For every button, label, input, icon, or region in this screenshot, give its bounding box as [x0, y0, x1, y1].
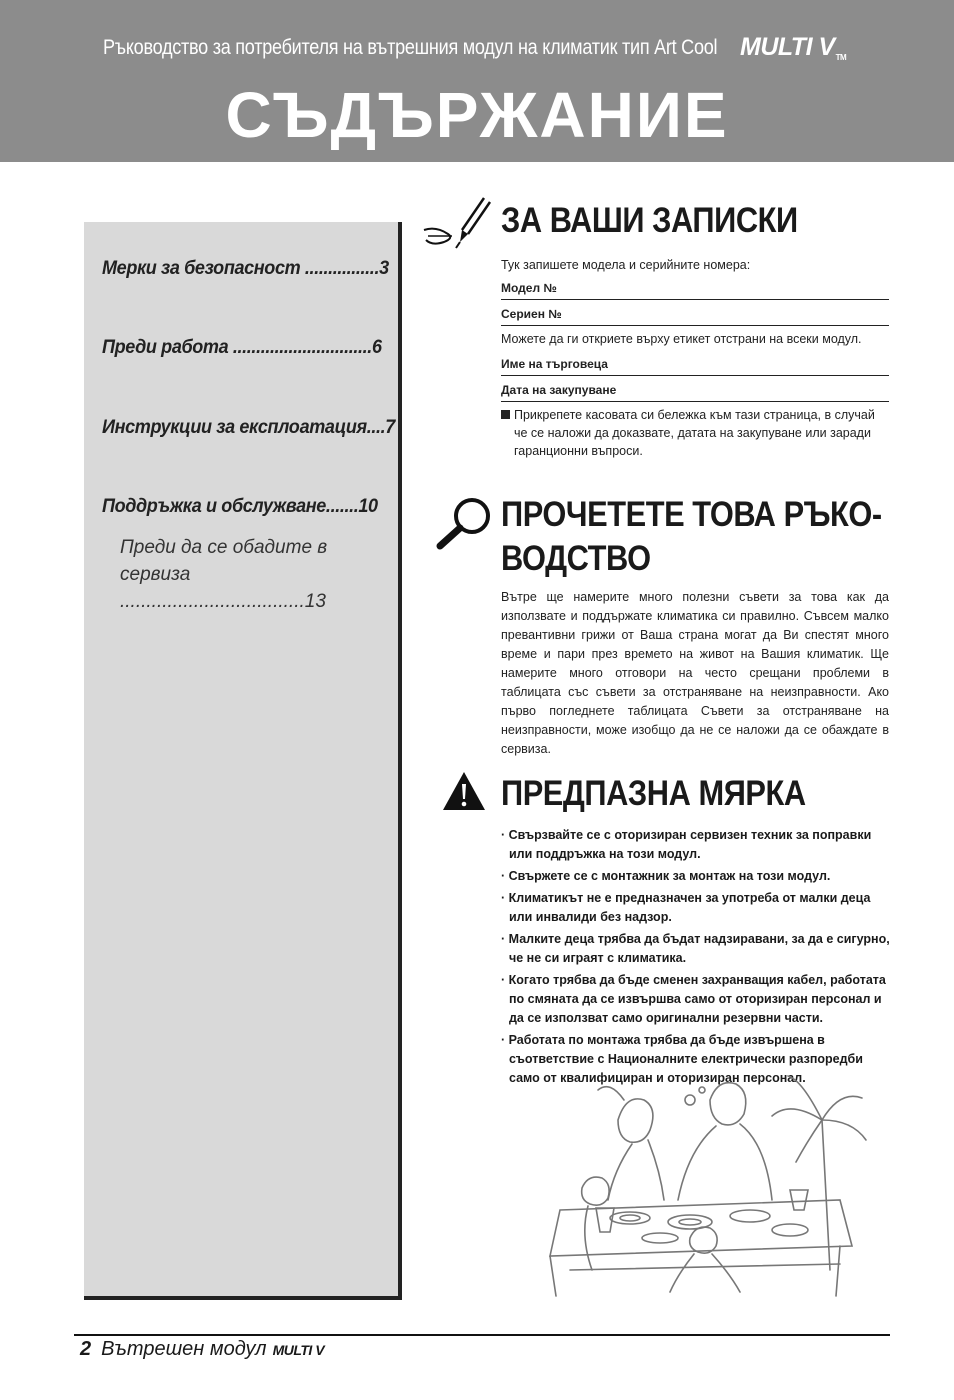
square-bullet-icon [501, 410, 510, 419]
serial-number-field: Сериен № [501, 307, 889, 326]
caution-item: · Работата по монтажа трябва да бъде извършена в съответствие с Националните електрически разпоредби само от квалифициран и оторизиран персонал. [501, 1033, 863, 1085]
dealer-name-field: Име на търговеца [501, 357, 889, 376]
magnifier-icon [434, 496, 494, 552]
toc-item-operating-instructions[interactable]: Инструкции за експлоатация....7 [102, 417, 395, 438]
caution-item: · Когато трябва да бъде сменен захранващия кабел, работата по смяната да се извършва само от оторизиран персонал и да се използват само оригинални резервни части. [501, 973, 886, 1025]
page-number: 2 [80, 1338, 92, 1360]
read-manual-title: ПРОЧЕТЕТЕ ТОВА РЪКО- ВОДСТВО [501, 495, 882, 578]
table-of-contents [84, 222, 402, 1300]
toc-subitem-line1: Преди да се обадите в [120, 537, 328, 558]
caution-item: · Малките деца трябва да бъдат надзиравани, за да е сигурно, че не си играят с климатика. [501, 932, 890, 965]
purchase-date-field: Дата на закупуване [501, 383, 889, 402]
toc-item-before-operation[interactable]: Преди работа ..............................6 [102, 337, 382, 358]
caution-item: · Свързвайте се с оторизиран сервизен техник за поправки или поддръжка на този модул. [501, 828, 872, 861]
page-footer [80, 1338, 324, 1361]
header-banner [0, 0, 954, 162]
caution-section-title: ПРЕДПАЗНА МЯРКА [501, 774, 806, 813]
receipt-note: Прикрепете касовата си бележка към тази страница, в случай че се наложи да доказвате, датата на закупуване или заради гаранционни въпроси. [501, 406, 889, 460]
people-at-table-illustration [540, 1060, 870, 1300]
toc-subitem-before-calling-service[interactable] [120, 534, 378, 615]
footer-label: Вътрешен модул [101, 1338, 267, 1360]
toc-item-maintenance[interactable]: Поддръжка и обслужване.......10 [102, 496, 378, 517]
multi-v-logo: MULTI VTM [740, 33, 847, 62]
toc-item-safety[interactable]: Мерки за безопасност ................3 [102, 258, 389, 279]
toc-subitem-line2: сервиза ...................................13 [120, 564, 326, 612]
caution-item: · Свържете се с монтажник за монтаж на този модул. [501, 869, 831, 883]
footer-divider [74, 1334, 890, 1336]
read-manual-body: Вътре ще намерите много полезни съвети за това как да използвате и поддържате климатика си правилно. Съвсем малко превантивни грижи от Ваша страна могат да Ви спестят много време и пари през времето на живот на Вашия климатик. Ще намерите много отговори на често срещани проблеми в таблицата със съвети за отстраняване на неизправности. Ако първо погледнете таблицата Съвети за отстраняване на неизправности, може изобщо да не се наложи да се обаждате в сервиза. [501, 590, 889, 756]
pen-icon [422, 196, 492, 252]
page-title: СЪДЪРЖАНИЕ [225, 79, 729, 151]
warning-icon [441, 770, 487, 812]
multi-v-logo-footer: MULTI V [272, 1342, 325, 1358]
caution-item: · Климатикът не е предназначен за употреба от малки деца или инвалиди без надзор. [501, 891, 871, 924]
label-location-hint: Можете да ги откриете върху етикет отстрани на всеки модул. [501, 332, 862, 346]
model-number-field: Модел № [501, 281, 889, 300]
notes-intro: Тук запишете модела и серийните номера: [501, 258, 751, 272]
notes-section-title: ЗА ВАШИ ЗАПИСКИ [501, 201, 798, 240]
caution-list [501, 826, 893, 1091]
manual-subtitle: Ръководство за потребителя на вътрешния модул на климатик тип Art Cool [103, 36, 718, 59]
